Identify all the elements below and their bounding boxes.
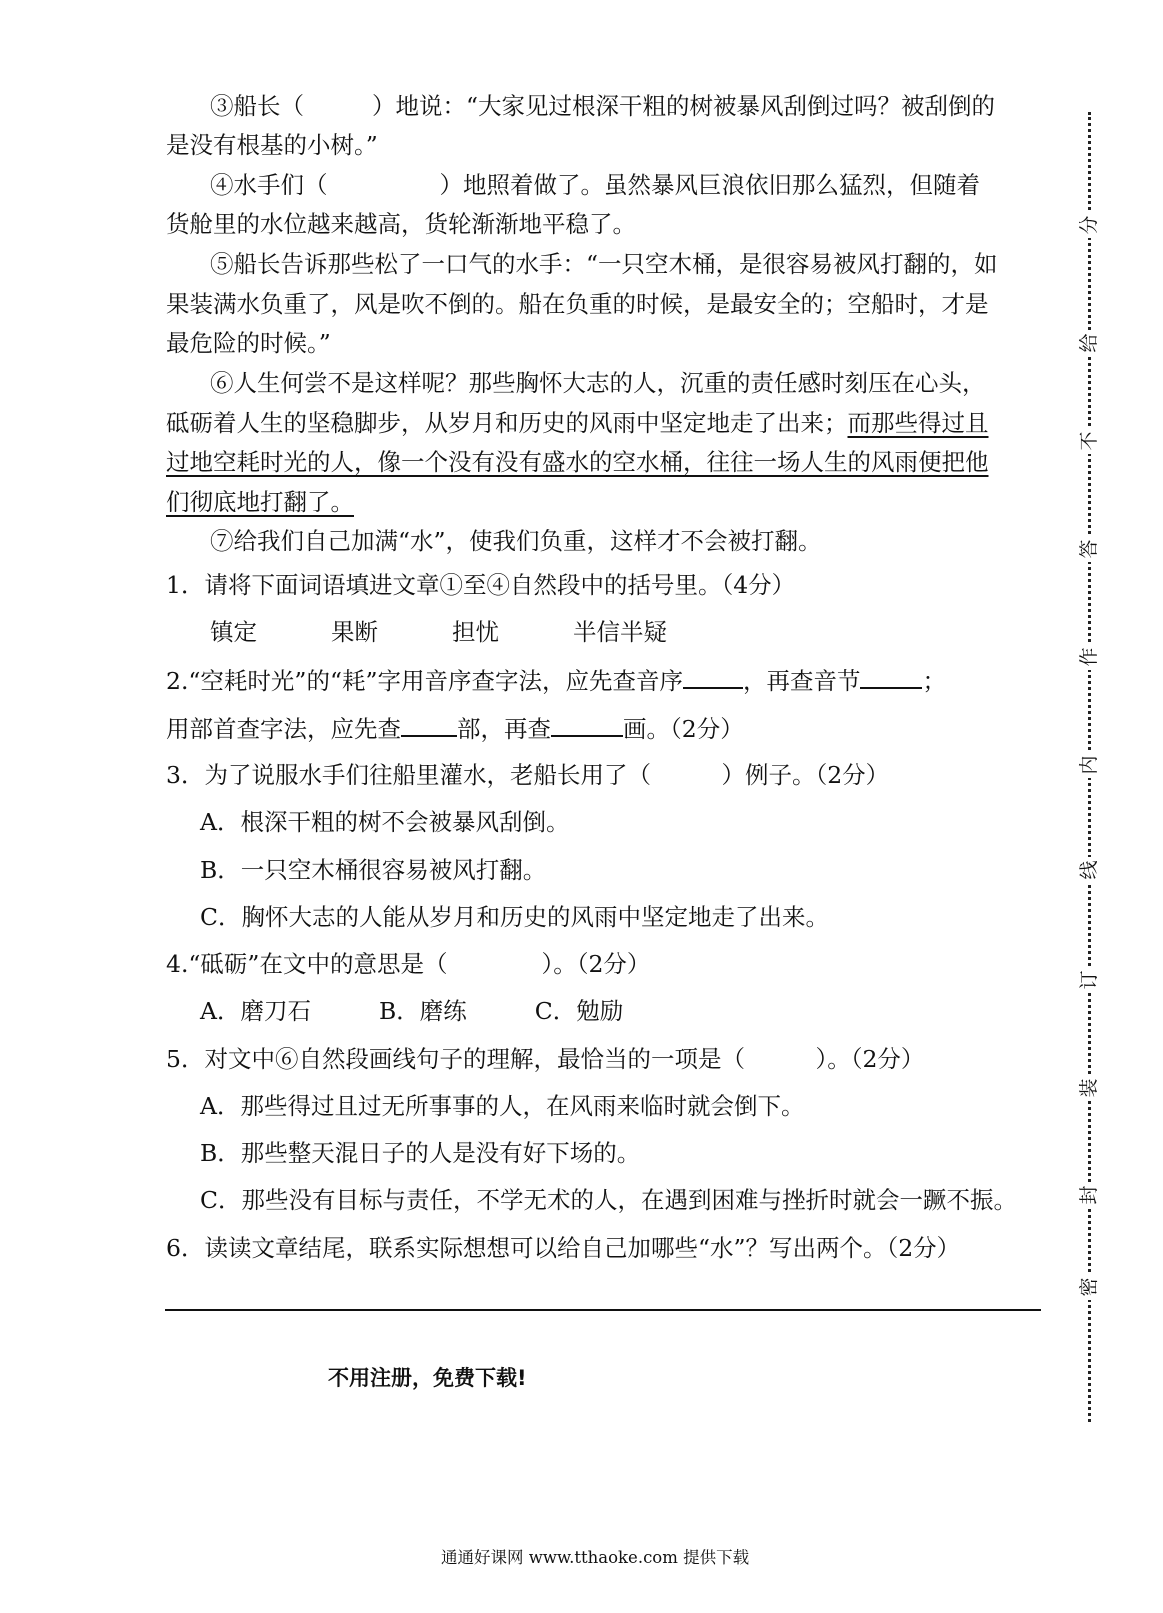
question-6: 6．读读文章结尾，联系实际想想可以给自己加哪些“水”？写出两个。（2分） (166, 1234, 961, 1262)
q4-option-b: B．磨练 (378, 997, 467, 1025)
binding-margin-line (1074, 112, 1104, 1422)
answer-blank[interactable] (551, 713, 623, 737)
promo-text: 不用注册，免费下载! (328, 1366, 527, 1390)
q5-option-b: B．那些整天混日子的人是没有好下场的。 (200, 1139, 641, 1167)
binding-char: 线 (1076, 857, 1102, 883)
word-option: 半信半疑 (573, 618, 667, 646)
passage-p5-line2: 果装满水负重了，风是吹不倒的。船在负重的时候，是最安全的；空船时，才是 (166, 290, 989, 318)
passage-p7: ⑦给我们自己加满“水”，使我们负重，这样才不会被打翻。 (210, 527, 822, 555)
underlined-sentence-part3: 们彻底地打翻了。 (166, 488, 354, 516)
passage-p6-line1: ⑥人生何尝不是这样呢？那些胸怀大志的人，沉重的责任感时刻压在心头， (210, 369, 986, 397)
binding-char: 给 (1076, 330, 1102, 356)
binding-char: 作 (1076, 644, 1102, 670)
question-1: 1．请将下面词语填进文章①至④自然段中的括号里。（4分） (166, 571, 796, 599)
q3-option-b: B．一只空木桶很容易被风打翻。 (200, 856, 547, 884)
binding-char: 装 (1076, 1075, 1102, 1101)
answer-blank[interactable] (860, 665, 922, 689)
binding-char: 封 (1076, 1182, 1102, 1208)
binding-char: 订 (1076, 967, 1102, 993)
binding-char: 答 (1076, 536, 1102, 562)
q4-option-a: A．磨刀石 (200, 997, 311, 1025)
underlined-sentence-part2: 过地空耗时光的人，像一个没有没有盛水的空水桶，往往一场人生的风雨便把他 (166, 448, 989, 476)
binding-char: 密 (1076, 1274, 1102, 1300)
passage-p4-line1: ④水手们（ ）地照着做了。虽然暴风巨浪依旧那么猛烈，但随着 (210, 171, 980, 199)
binding-char: 不 (1076, 428, 1102, 454)
question-2-line1: 2.“空耗时光”的“耗”字用音序查字法，应先查音序 ，再查音节 ； (166, 667, 946, 695)
word-option: 担忧 (452, 618, 499, 646)
answer-blank[interactable] (401, 713, 457, 737)
word-option: 镇定 (210, 618, 257, 646)
q1-word-bank (210, 617, 667, 647)
binding-char: 内 (1076, 752, 1102, 778)
answer-blank[interactable] (683, 665, 743, 689)
passage-p3-line2: 是没有根基的小树。” (166, 131, 378, 159)
passage-p5-line1: ⑤船长告诉那些松了一口气的水手：“一只空木桶，是很容易被风打翻的，如 (210, 250, 998, 278)
q3-option-a: A．根深干粗的树不会被暴风刮倒。 (200, 808, 570, 836)
question-3: 3．为了说服水手们往船里灌水，老船长用了（ ）例子。（2分） (166, 761, 890, 789)
answer-line[interactable] (165, 1309, 1041, 1311)
word-option: 果断 (331, 618, 378, 646)
passage-p3-line1: ③船长（ ）地说：“大家见过根深干粗的树被暴风刮倒过吗？被刮倒的 (210, 92, 996, 120)
passage-p6-line2: 砥砺着人生的坚稳脚步，从岁月和历史的风雨中坚定地走了出来；而那些得过且 (166, 409, 989, 437)
question-2-line2: 用部首查字法，应先查 部，再查 画。（2分） (166, 715, 744, 743)
footer-source: 通通好课网 www.tthaoke.com 提供下载 (441, 1548, 750, 1567)
q5-option-a: A．那些得过且过无所事事的人，在风雨来临时就会倒下。 (200, 1092, 805, 1120)
passage-p5-line3: 最危险的时候。” (166, 329, 331, 357)
q5-option-c: C．那些没有目标与责任，不学无术的人，在遇到困难与挫折时就会一蹶不振。 (200, 1186, 1017, 1214)
q4-options (200, 996, 623, 1026)
question-4: 4.“砥砺”在文中的意思是（ ）。（2分） (166, 950, 651, 978)
passage-p4-line2: 货舱里的水位越来越高，货轮渐渐地平稳了。 (166, 210, 636, 238)
underlined-sentence-part1: 而那些得过且 (847, 409, 989, 437)
question-5: 5．对文中⑥自然段画线句子的理解，最恰当的一项是（ ）。（2分） (166, 1045, 925, 1073)
q3-option-c: C．胸怀大志的人能从岁月和历史的风雨中坚定地走了出来。 (200, 903, 829, 931)
binding-char: 分 (1076, 212, 1102, 238)
q4-option-c: C．勉励 (534, 997, 624, 1025)
